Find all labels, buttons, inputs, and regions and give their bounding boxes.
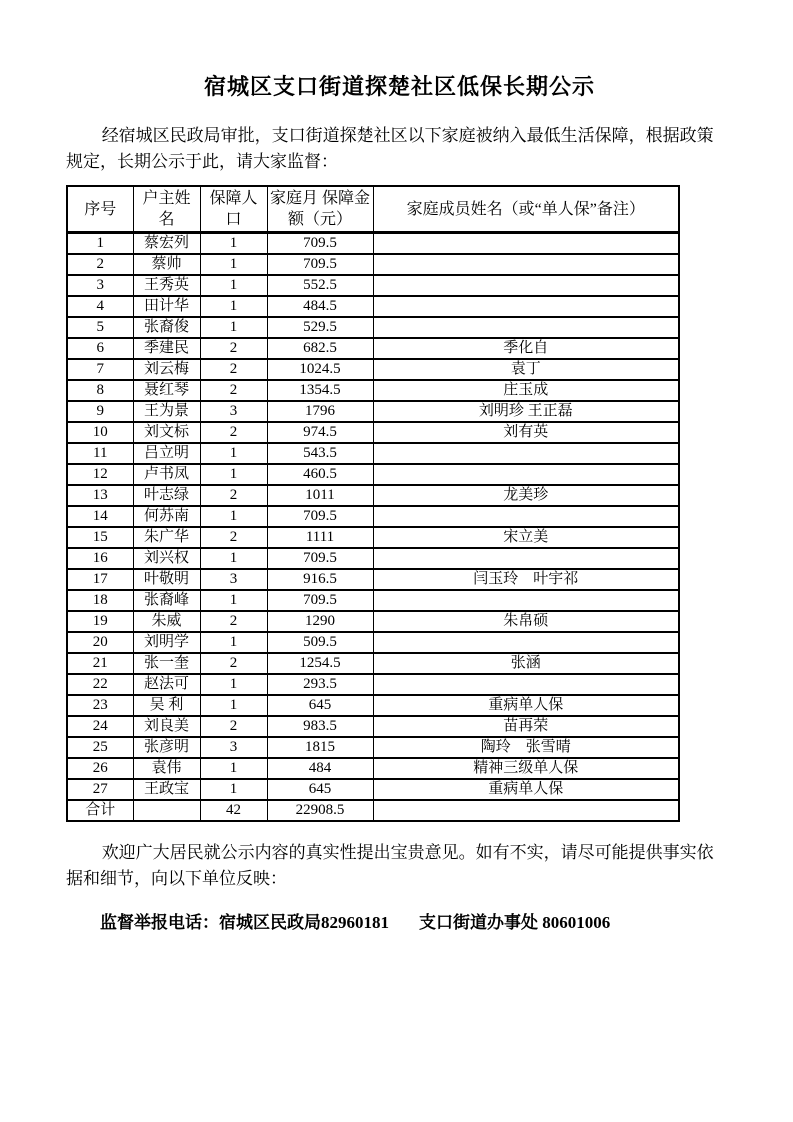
cell-no: 19 — [67, 611, 133, 632]
table-row — [67, 296, 679, 317]
cell-members: 陶玲 张雪晴 — [373, 737, 679, 758]
header-population: 保障人口 — [200, 186, 267, 233]
table-row — [67, 758, 679, 779]
outro-paragraph: 欢迎广大居民就公示内容的真实性提出宝贵意见。如有不实，请尽可能提供事实依据和细节，向以下单位反映： — [66, 843, 714, 888]
table-row — [67, 716, 679, 737]
cell-householder: 张彦明 — [133, 737, 200, 758]
cell-members: 闫玉玲 叶宇祁 — [373, 569, 679, 590]
cell-no: 15 — [67, 527, 133, 548]
cell-amount: 543.5 — [267, 443, 373, 464]
cell-population: 2 — [200, 653, 267, 674]
table-header-row — [67, 186, 679, 233]
cell-no: 合计 — [67, 800, 133, 821]
cell-members — [373, 233, 679, 255]
cell-no: 8 — [67, 380, 133, 401]
cell-members — [373, 590, 679, 611]
table-row — [67, 506, 679, 527]
cell-amount: 916.5 — [267, 569, 373, 590]
cell-amount: 484 — [267, 758, 373, 779]
cell-no: 22 — [67, 674, 133, 695]
cell-members: 张涵 — [373, 653, 679, 674]
cell-population: 1 — [200, 296, 267, 317]
cell-amount: 22908.5 — [267, 800, 373, 821]
cell-no: 17 — [67, 569, 133, 590]
cell-householder: 赵法可 — [133, 674, 200, 695]
cell-householder: 袁伟 — [133, 758, 200, 779]
cell-amount: 645 — [267, 779, 373, 800]
cell-members: 精神三级单人保 — [373, 758, 679, 779]
cell-population: 2 — [200, 359, 267, 380]
table-row — [67, 695, 679, 716]
cell-population: 1 — [200, 233, 267, 255]
cell-amount: 460.5 — [267, 464, 373, 485]
table-row — [67, 254, 679, 275]
cell-householder: 吴 利 — [133, 695, 200, 716]
contact-line — [66, 908, 733, 933]
table-row — [67, 338, 679, 359]
cell-population: 1 — [200, 674, 267, 695]
cell-no: 13 — [67, 485, 133, 506]
cell-population: 1 — [200, 506, 267, 527]
cell-population: 1 — [200, 275, 267, 296]
cell-householder: 张裔俊 — [133, 317, 200, 338]
cell-amount: 983.5 — [267, 716, 373, 737]
cell-no: 27 — [67, 779, 133, 800]
table-row — [67, 401, 679, 422]
cell-amount: 1354.5 — [267, 380, 373, 401]
cell-amount: 1290 — [267, 611, 373, 632]
cell-no: 26 — [67, 758, 133, 779]
cell-population: 2 — [200, 422, 267, 443]
cell-members: 苗再荣 — [373, 716, 679, 737]
cell-no: 5 — [67, 317, 133, 338]
cell-householder: 刘良美 — [133, 716, 200, 737]
cell-householder: 王为景 — [133, 401, 200, 422]
cell-no: 20 — [67, 632, 133, 653]
cell-population: 1 — [200, 590, 267, 611]
table-body — [67, 233, 679, 822]
cell-no: 21 — [67, 653, 133, 674]
cell-members: 龙美珍 — [373, 485, 679, 506]
cell-members — [373, 317, 679, 338]
cell-householder: 吕立明 — [133, 443, 200, 464]
cell-no: 14 — [67, 506, 133, 527]
cell-members: 季化自 — [373, 338, 679, 359]
cell-population: 1 — [200, 779, 267, 800]
header-amount: 家庭月 保障金额（元） — [267, 186, 373, 233]
table-row — [67, 590, 679, 611]
cell-no: 7 — [67, 359, 133, 380]
contact-phone-1: 82960181 — [321, 913, 389, 932]
cell-population: 2 — [200, 716, 267, 737]
table-row — [67, 422, 679, 443]
cell-no: 3 — [67, 275, 133, 296]
cell-population: 2 — [200, 527, 267, 548]
contact-label: 监督举报电话： — [100, 913, 219, 932]
cell-amount: 509.5 — [267, 632, 373, 653]
cell-population: 1 — [200, 254, 267, 275]
cell-population: 42 — [200, 800, 267, 821]
cell-amount: 645 — [267, 695, 373, 716]
contact-agency-2: 支口街道办事处 — [419, 913, 538, 932]
cell-members — [373, 632, 679, 653]
table-header — [67, 186, 679, 233]
cell-householder: 刘文标 — [133, 422, 200, 443]
table-row — [67, 548, 679, 569]
contact-phone-2: 80601006 — [542, 913, 611, 932]
cell-population: 2 — [200, 485, 267, 506]
cell-population: 1 — [200, 317, 267, 338]
cell-householder: 叶敬明 — [133, 569, 200, 590]
cell-amount: 293.5 — [267, 674, 373, 695]
table-row — [67, 443, 679, 464]
cell-amount: 1111 — [267, 527, 373, 548]
cell-no: 24 — [67, 716, 133, 737]
header-no: 序号 — [67, 186, 133, 233]
cell-amount: 709.5 — [267, 254, 373, 275]
cell-householder: 田计华 — [133, 296, 200, 317]
table-row — [67, 527, 679, 548]
table-total-row — [67, 800, 679, 821]
cell-no: 10 — [67, 422, 133, 443]
table-row — [67, 611, 679, 632]
cell-householder: 王秀英 — [133, 275, 200, 296]
table-row — [67, 569, 679, 590]
cell-population: 1 — [200, 464, 267, 485]
cell-householder: 卢书凤 — [133, 464, 200, 485]
header-householder: 户主姓名 — [133, 186, 200, 233]
cell-no: 18 — [67, 590, 133, 611]
cell-members — [373, 506, 679, 527]
cell-population: 1 — [200, 548, 267, 569]
cell-amount: 1254.5 — [267, 653, 373, 674]
cell-members: 刘有英 — [373, 422, 679, 443]
cell-householder: 刘云梅 — [133, 359, 200, 380]
cell-amount: 709.5 — [267, 233, 373, 255]
cell-no: 11 — [67, 443, 133, 464]
cell-members: 重病单人保 — [373, 779, 679, 800]
cell-no: 23 — [67, 695, 133, 716]
cell-amount: 709.5 — [267, 590, 373, 611]
cell-householder: 朱广华 — [133, 527, 200, 548]
cell-population: 1 — [200, 695, 267, 716]
cell-members — [373, 275, 679, 296]
cell-householder: 蔡宏列 — [133, 233, 200, 255]
cell-householder: 张裔峰 — [133, 590, 200, 611]
cell-amount: 709.5 — [267, 548, 373, 569]
cell-householder: 刘明学 — [133, 632, 200, 653]
table-row — [67, 674, 679, 695]
cell-population: 3 — [200, 569, 267, 590]
cell-amount: 1024.5 — [267, 359, 373, 380]
cell-amount: 709.5 — [267, 506, 373, 527]
lowbao-roster-table — [66, 185, 680, 822]
cell-members — [373, 548, 679, 569]
cell-population: 2 — [200, 338, 267, 359]
cell-members — [373, 296, 679, 317]
cell-members: 庄玉成 — [373, 380, 679, 401]
cell-no: 1 — [67, 233, 133, 255]
cell-members — [373, 674, 679, 695]
cell-population: 3 — [200, 401, 267, 422]
table-row — [67, 317, 679, 338]
cell-members: 袁丁 — [373, 359, 679, 380]
cell-no: 4 — [67, 296, 133, 317]
cell-amount: 974.5 — [267, 422, 373, 443]
cell-householder: 何苏南 — [133, 506, 200, 527]
table-row — [67, 737, 679, 758]
cell-householder: 刘兴权 — [133, 548, 200, 569]
cell-amount: 1011 — [267, 485, 373, 506]
cell-members: 刘明珍 王正磊 — [373, 401, 679, 422]
cell-population: 1 — [200, 632, 267, 653]
cell-householder: 季建民 — [133, 338, 200, 359]
cell-householder: 王政宝 — [133, 779, 200, 800]
table-row — [67, 653, 679, 674]
intro-paragraph: 经宿城区民政局审批，支口街道探楚社区以下家庭被纳入最低生活保障，根据政策规定，长期公示于此，请大家监督： — [66, 126, 714, 171]
cell-population: 2 — [200, 611, 267, 632]
table-row — [67, 359, 679, 380]
cell-amount: 1815 — [267, 737, 373, 758]
page-title: 宿城区支口街道探楚社区低保长期公示 — [203, 74, 595, 99]
cell-amount: 484.5 — [267, 296, 373, 317]
cell-householder: 聂红琴 — [133, 380, 200, 401]
cell-members — [373, 254, 679, 275]
cell-no: 2 — [67, 254, 133, 275]
cell-members — [373, 800, 679, 821]
cell-no: 9 — [67, 401, 133, 422]
cell-no: 25 — [67, 737, 133, 758]
cell-population: 2 — [200, 380, 267, 401]
cell-amount: 529.5 — [267, 317, 373, 338]
header-members: 家庭成员姓名（或“单人保”备注） — [373, 186, 679, 233]
table-row — [67, 464, 679, 485]
cell-householder — [133, 800, 200, 821]
contact-agency-1: 宿城区民政局 — [219, 913, 321, 932]
table-row — [67, 380, 679, 401]
table-row — [67, 632, 679, 653]
cell-householder: 叶志绿 — [133, 485, 200, 506]
table-row — [67, 275, 679, 296]
cell-members — [373, 443, 679, 464]
table-row — [67, 779, 679, 800]
cell-members: 重病单人保 — [373, 695, 679, 716]
table-row — [67, 485, 679, 506]
cell-amount: 1796 — [267, 401, 373, 422]
cell-members — [373, 464, 679, 485]
cell-no: 16 — [67, 548, 133, 569]
cell-no: 12 — [67, 464, 133, 485]
cell-population: 1 — [200, 443, 267, 464]
cell-members: 宋立美 — [373, 527, 679, 548]
cell-population: 1 — [200, 758, 267, 779]
cell-householder: 蔡帅 — [133, 254, 200, 275]
cell-amount: 552.5 — [267, 275, 373, 296]
cell-no: 6 — [67, 338, 133, 359]
cell-amount: 682.5 — [267, 338, 373, 359]
cell-population: 3 — [200, 737, 267, 758]
cell-householder: 张一奎 — [133, 653, 200, 674]
cell-members: 朱帛硕 — [373, 611, 679, 632]
table-row — [67, 233, 679, 255]
cell-householder: 朱威 — [133, 611, 200, 632]
